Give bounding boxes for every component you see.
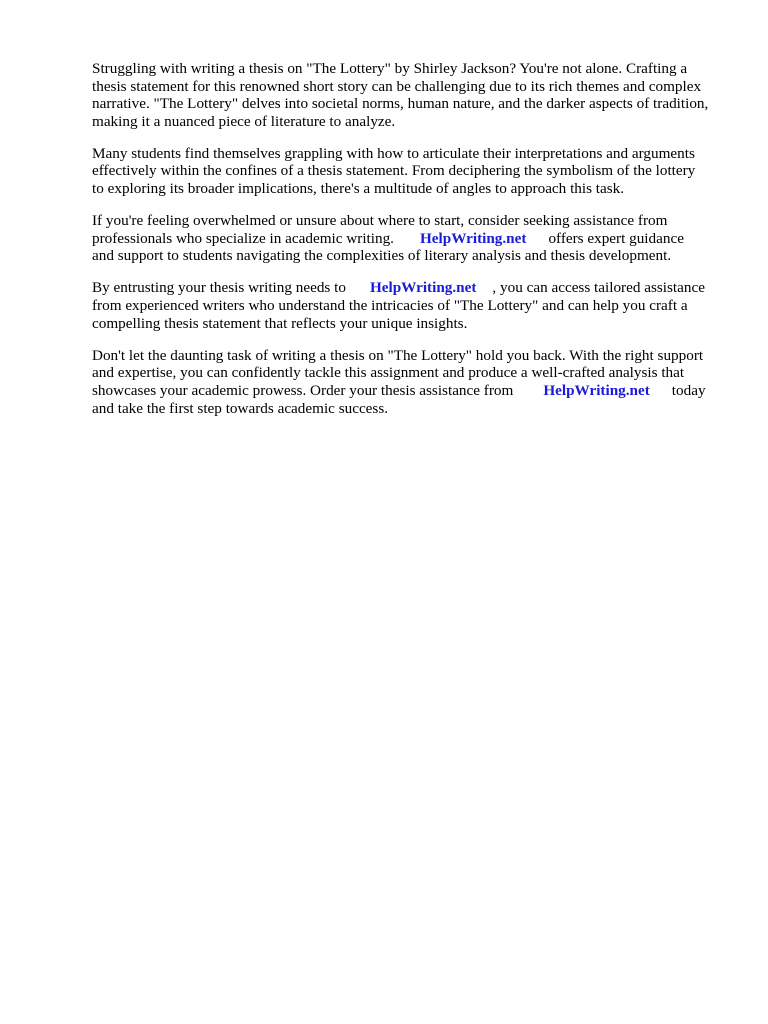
text-line: narrative. "The Lottery" delves into societal norms, human nature, and the darker aspects of tradition, xyxy=(92,95,709,113)
text-line: from experienced writers who understand the intricacies of "The Lottery" and can help you craft a xyxy=(92,297,688,315)
text-line xyxy=(92,279,732,297)
text-segment: By entrusting your thesis writing needs to xyxy=(92,279,346,297)
document-body xyxy=(92,60,732,432)
text-line: Many students find themselves grappling with how to articulate their interpretations and arguments xyxy=(92,144,695,162)
paragraph-entrusting xyxy=(92,279,732,332)
paragraph-students xyxy=(92,145,732,198)
text-line: Don't let the daunting task of writing a thesis on "The Lottery" hold you back. With the right support xyxy=(92,346,704,364)
paragraph-intro xyxy=(92,60,732,130)
paragraph-closing xyxy=(92,347,732,417)
text-line: compelling thesis statement that reflects your unique insights. xyxy=(92,314,468,332)
paragraph-assistance xyxy=(92,212,732,265)
text-segment: professionals who specialize in academic writing. xyxy=(92,229,394,247)
text-line: making it a nuanced piece of literature to analyze. xyxy=(92,112,396,130)
text-line: and expertise, you can confidently tackle this assignment and produce a well-crafted analysis that xyxy=(92,364,685,382)
helpwriting-link[interactable]: HelpWriting.net xyxy=(419,229,527,247)
text-line: If you're feeling overwhelmed or unsure about where to start, consider seeking assistance from xyxy=(92,212,668,230)
text-line: Struggling with writing a thesis on "The Lottery" by Shirley Jackson? You're not alone. Crafting a xyxy=(92,60,688,77)
text-line: thesis statement for this renowned short story can be challenging due to its rich themes and complex xyxy=(92,77,702,95)
text-line: to exploring its broader implications, there's a multitude of angles to approach this task. xyxy=(92,180,625,198)
helpwriting-link[interactable]: HelpWriting.net xyxy=(369,279,477,297)
text-segment: offers expert guidance xyxy=(548,229,684,247)
helpwriting-link[interactable]: HelpWriting.net xyxy=(543,381,650,399)
text-line xyxy=(92,382,732,400)
text-segment: today xyxy=(671,381,706,399)
text-line: effectively within the confines of a thesis statement. From deciphering the symbolism of the lottery xyxy=(92,162,696,180)
text-segment: , you can access tailored assistance xyxy=(492,279,705,297)
text-line: and take the first step towards academic success. xyxy=(92,399,389,417)
text-line: and support to students navigating the complexities of literary analysis and thesis development. xyxy=(92,247,672,265)
text-line xyxy=(92,230,732,248)
text-segment: showcases your academic prowess. Order your thesis assistance from xyxy=(92,381,514,399)
